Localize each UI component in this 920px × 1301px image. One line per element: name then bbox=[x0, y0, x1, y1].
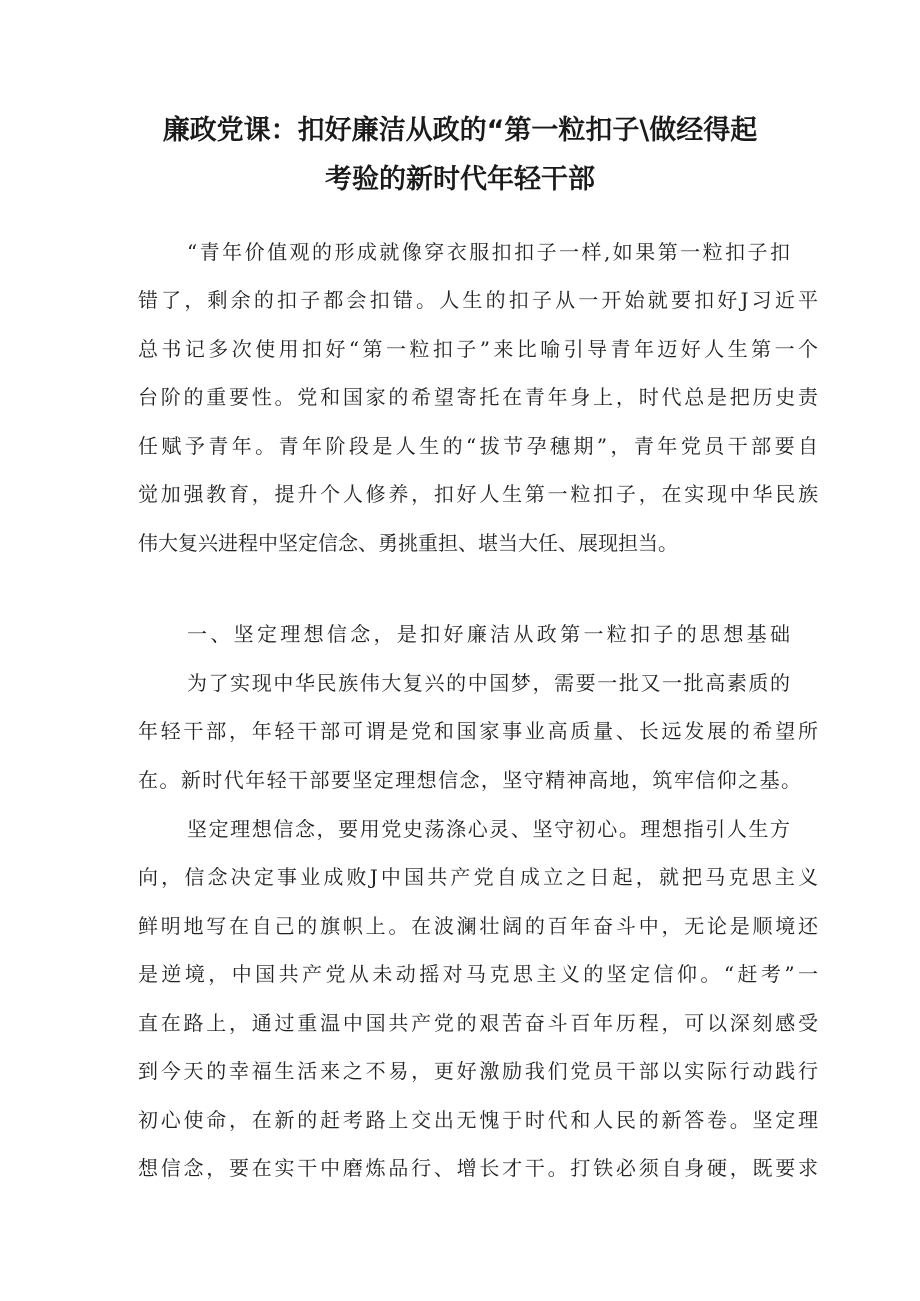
intro-line: 总书记多次使用扣好“第一粒扣子”来比喻引导青年迈好人生第一个 bbox=[138, 337, 818, 361]
paragraph-line: 在。新时代年轻干部要坚定理想信念，坚守精神高地，筑牢信仰之基。 bbox=[138, 768, 801, 792]
paragraph-line: 年轻干部，年轻干部可谓是党和国家事业高质量、长远发展的希望所 bbox=[138, 719, 818, 743]
section-heading: 一、坚定理想信念，是扣好廉洁从政第一粒扣子的思想基础 bbox=[187, 622, 790, 646]
intro-line: 觉加强教育，提升个人修养，扣好人生第一粒扣子，在实现中华民族 bbox=[138, 482, 818, 506]
intro-line: “青年价值观的形成就像穿衣服扣扣子一样,如果第一粒扣子扣 bbox=[187, 240, 790, 264]
intro-line: 错了，剩余的扣子都会扣错。人生的扣子从一开始就要扣好J习近平 bbox=[138, 288, 818, 312]
paragraph-line: 想信念，要在实干中磨炼品行、增长才干。打铁必须自身硬，既要求 bbox=[138, 1156, 818, 1180]
paragraph-line: 为了实现中华民族伟大复兴的中国梦，需要一批又一批高素质的 bbox=[187, 671, 790, 695]
paragraph-line: 向，信念决定事业成败J中国共产党自成立之日起，就把马克思主义 bbox=[138, 865, 818, 889]
paragraph-line: 鲜明地写在自己的旗帜上。在波澜壮阔的百年奋斗中，无论是顺境还 bbox=[138, 914, 818, 938]
document-title-line-1: 廉政党课：扣好廉洁从政的“第一粒扣子\做经得起 bbox=[162, 115, 758, 146]
intro-line: 台阶的重要性。党和国家的希望寄托在青年身上，时代总是把历史责 bbox=[138, 385, 818, 409]
paragraph-line: 到今天的幸福生活来之不易，更好激励我们党员干部以实际行动践行 bbox=[138, 1059, 818, 1083]
intro-line: 伟大复兴进程中坚定信念、勇挑重担、堪当大任、展现担当。 bbox=[138, 531, 678, 555]
paragraph-line: 初心使命，在新的赶考路上交出无愧于时代和人民的新答卷。坚定理 bbox=[138, 1108, 818, 1132]
paragraph-line: 坚定理想信念，要用党史荡涤心灵、坚守初心。理想指引人生方 bbox=[187, 817, 790, 841]
document-title-line-2: 考验的新时代年轻干部 bbox=[325, 164, 595, 195]
intro-line: 任赋予青年。青年阶段是人生的“拔节孕穗期”，青年党员干部要自 bbox=[138, 434, 818, 458]
paragraph-line: 是逆境，中国共产党从未动摇对马克思主义的坚定信仰。“赶考”一 bbox=[138, 962, 818, 986]
paragraph-line: 直在路上，通过重温中国共产党的艰苦奋斗百年历程，可以深刻感受 bbox=[138, 1011, 818, 1035]
